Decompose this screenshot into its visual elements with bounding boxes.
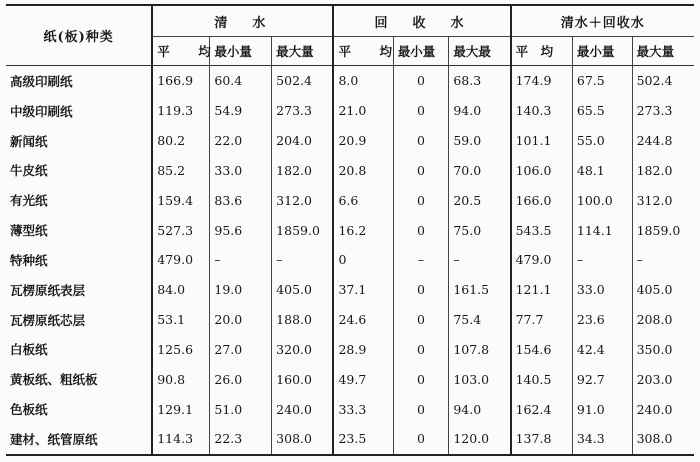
value-cell: 54.9 [210, 96, 272, 126]
value-cell: 67.5 [572, 66, 632, 96]
value-cell: 91.0 [572, 394, 632, 424]
subheader-cell: 最大量 [632, 37, 694, 66]
value-cell: 59.0 [449, 126, 511, 156]
table-body [6, 66, 694, 456]
value-cell: 94.0 [449, 394, 511, 424]
row-name-cell: 中级印刷纸 [10, 103, 73, 119]
value-cell: 6.6 [333, 185, 393, 215]
value-cell: 162.4 [511, 394, 573, 424]
value-cell: 208.0 [632, 305, 694, 335]
value-cell: 182.0 [272, 156, 334, 186]
row-name-cell: 牛皮纸 [10, 163, 48, 179]
value-cell: 77.7 [511, 305, 573, 335]
value-cell: 479.0 [152, 245, 210, 275]
value-cell: 308.0 [632, 424, 694, 455]
table-row [6, 305, 694, 335]
table-row [6, 245, 694, 275]
value-cell: 16.2 [333, 215, 393, 245]
row-name-cell: 有光纸 [10, 193, 48, 209]
value-cell: 21.0 [333, 96, 393, 126]
table-row [6, 215, 694, 245]
value-cell: 119.3 [152, 96, 210, 126]
value-cell: 114.1 [572, 215, 632, 245]
value-cell: 405.0 [632, 275, 694, 305]
value-cell: 8.0 [333, 66, 393, 96]
value-cell: 53.1 [152, 305, 210, 335]
group-header-clear-water: 清 水 [152, 5, 333, 37]
value-cell: 33.3 [333, 394, 393, 424]
value-cell: 244.8 [632, 126, 694, 156]
value-cell: 502.4 [272, 66, 334, 96]
value-cell: 479.0 [511, 245, 573, 275]
value-cell: 240.0 [272, 394, 334, 424]
value-cell: 85.2 [152, 156, 210, 186]
value-cell: 68.3 [449, 66, 511, 96]
water-usage-table [6, 4, 694, 456]
value-cell: 22.3 [210, 424, 272, 455]
table-row [6, 275, 694, 305]
value-cell: 273.3 [272, 96, 334, 126]
value-cell: 312.0 [272, 185, 334, 215]
table-row [6, 156, 694, 186]
table-row [6, 126, 694, 156]
group-header-combined: 清水＋回收水 [511, 5, 694, 37]
value-cell: 0 [393, 394, 449, 424]
row-name-cell: 白板纸 [10, 342, 48, 358]
value-cell: 34.3 [572, 424, 632, 455]
value-cell: 114.3 [152, 424, 210, 455]
row-name-cell: 黄板纸、粗纸板 [10, 372, 98, 388]
value-cell: 204.0 [272, 126, 334, 156]
value-cell: 33.0 [210, 156, 272, 186]
value-cell: 0 [393, 305, 449, 335]
row-name-cell: 薄型纸 [10, 223, 48, 239]
value-cell: 0 [393, 424, 449, 455]
value-cell: 140.3 [511, 96, 573, 126]
value-cell: 75.4 [449, 305, 511, 335]
value-cell: 84.0 [152, 275, 210, 305]
value-cell: 1859.0 [632, 215, 694, 245]
value-cell: 273.3 [632, 96, 694, 126]
value-cell: 95.6 [210, 215, 272, 245]
value-cell: 20.0 [210, 305, 272, 335]
value-cell: 1859.0 [272, 215, 334, 245]
corner-header: 纸(板)种类 [6, 5, 152, 66]
row-name-cell: 特种纸 [10, 252, 48, 268]
value-cell: 94.0 [449, 96, 511, 126]
value-cell: 26.0 [210, 364, 272, 394]
value-cell: 0 [393, 334, 449, 364]
value-cell: 203.0 [632, 364, 694, 394]
value-cell: 137.8 [511, 424, 573, 455]
value-cell: 23.5 [333, 424, 393, 455]
table-row [6, 364, 694, 394]
value-cell: 0 [333, 245, 393, 275]
table-row [6, 185, 694, 215]
subheader-cell: 最小量 [572, 37, 632, 66]
value-cell: 312.0 [632, 185, 694, 215]
value-cell: 103.0 [449, 364, 511, 394]
header-row-groups [6, 5, 694, 37]
group-header-recycled-water: 回 收 水 [333, 5, 510, 37]
row-name-cell: 新闻纸 [10, 133, 48, 149]
value-cell: – [393, 245, 449, 275]
value-cell: 33.0 [572, 275, 632, 305]
row-name-cell: 建材、纸管原纸 [6, 424, 152, 455]
table-row [6, 334, 694, 364]
value-cell: 0 [393, 215, 449, 245]
row-name-cell: 瓦楞原纸芯层 [10, 312, 86, 328]
value-cell: 166.9 [152, 66, 210, 96]
value-cell: 174.9 [511, 66, 573, 96]
table-row [6, 424, 694, 455]
value-cell: 350.0 [632, 334, 694, 364]
row-name-cell: 瓦楞原纸表层 [10, 282, 86, 298]
value-cell: 80.2 [152, 126, 210, 156]
value-cell: 140.5 [511, 364, 573, 394]
value-cell: 65.5 [572, 96, 632, 126]
value-cell: 23.6 [572, 305, 632, 335]
subheader-cell: 平 均 [333, 37, 393, 66]
value-cell: 70.0 [449, 156, 511, 186]
subheader-cell: 平 均 [511, 37, 573, 66]
value-cell: 0 [393, 66, 449, 96]
value-cell: 240.0 [632, 394, 694, 424]
value-cell: 90.8 [152, 364, 210, 394]
subheader-cell: 最小量 [210, 37, 272, 66]
value-cell: – [449, 245, 511, 275]
value-cell: 20.9 [333, 126, 393, 156]
value-cell: 101.1 [511, 126, 573, 156]
value-cell: – [272, 245, 334, 275]
value-cell: 543.5 [511, 215, 573, 245]
table-row [6, 96, 694, 126]
value-cell: 0 [393, 185, 449, 215]
value-cell: – [632, 245, 694, 275]
value-cell: 308.0 [272, 424, 334, 455]
value-cell: 120.0 [449, 424, 511, 455]
value-cell: 28.9 [333, 334, 393, 364]
value-cell: 75.0 [449, 215, 511, 245]
value-cell: 106.0 [511, 156, 573, 186]
value-cell: 48.1 [572, 156, 632, 186]
value-cell: 161.5 [449, 275, 511, 305]
value-cell: 125.6 [152, 334, 210, 364]
value-cell: 502.4 [632, 66, 694, 96]
subheader-cell: 最小量 [393, 37, 449, 66]
value-cell: 129.1 [152, 394, 210, 424]
value-cell: 100.0 [572, 185, 632, 215]
value-cell: 0 [393, 126, 449, 156]
value-cell: 160.0 [272, 364, 334, 394]
value-cell: 37.1 [333, 275, 393, 305]
value-cell: 0 [393, 364, 449, 394]
subheader-cell: 最大量 [272, 37, 334, 66]
value-cell: 0 [393, 96, 449, 126]
table-row [6, 394, 694, 424]
value-cell: 188.0 [272, 305, 334, 335]
row-name-cell: 高级印刷纸 [10, 73, 73, 89]
value-cell: 154.6 [511, 334, 573, 364]
value-cell: 527.3 [152, 215, 210, 245]
value-cell: 20.5 [449, 185, 511, 215]
table-row [6, 66, 694, 96]
value-cell: 51.0 [210, 394, 272, 424]
value-cell: 159.4 [152, 185, 210, 215]
value-cell: 0 [393, 275, 449, 305]
value-cell: 320.0 [272, 334, 334, 364]
value-cell: 107.8 [449, 334, 511, 364]
value-cell: 0 [393, 156, 449, 186]
value-cell: 55.0 [572, 126, 632, 156]
subheader-cell: 平 均 [152, 37, 210, 66]
value-cell: – [210, 245, 272, 275]
value-cell: 60.4 [210, 66, 272, 96]
value-cell: 49.7 [333, 364, 393, 394]
row-name-cell: 色板纸 [10, 402, 48, 418]
value-cell: 83.6 [210, 185, 272, 215]
value-cell: 405.0 [272, 275, 334, 305]
value-cell: 121.1 [511, 275, 573, 305]
value-cell: 22.0 [210, 126, 272, 156]
value-cell: 19.0 [210, 275, 272, 305]
value-cell: 20.8 [333, 156, 393, 186]
value-cell: 92.7 [572, 364, 632, 394]
subheader-cell: 最大最 [449, 37, 511, 66]
value-cell: 42.4 [572, 334, 632, 364]
value-cell: 24.6 [333, 305, 393, 335]
value-cell: 166.0 [511, 185, 573, 215]
value-cell: 27.0 [210, 334, 272, 364]
value-cell: 182.0 [632, 156, 694, 186]
value-cell: – [572, 245, 632, 275]
